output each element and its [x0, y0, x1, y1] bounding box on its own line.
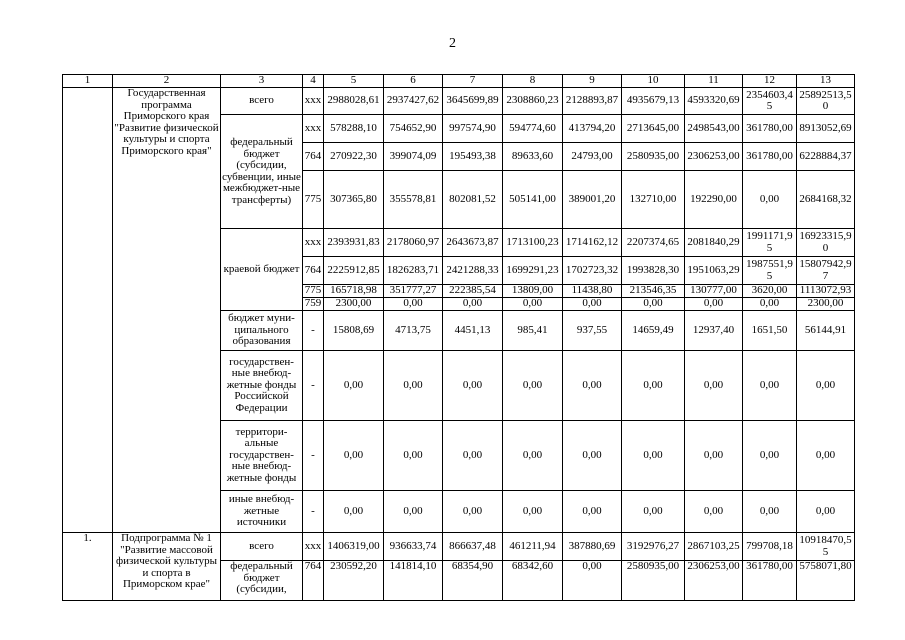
value-cell: 2580935,00: [622, 143, 685, 171]
value-cell: 68354,90: [443, 561, 503, 601]
value-cell: 0,00: [384, 351, 443, 421]
value-cell: 141814,10: [384, 561, 443, 601]
value-cell: 2300,00: [797, 298, 855, 311]
value-cell: 2354603,45: [743, 88, 797, 115]
value-cell: 2178060,97: [384, 229, 443, 257]
budget-code: ххх: [303, 533, 324, 561]
value-cell: 578288,10: [324, 115, 384, 143]
value-cell: 14659,49: [622, 311, 685, 351]
value-cell: 1113072,93: [797, 285, 855, 298]
funding-source: бюджет муни-ципального образования: [221, 311, 303, 351]
value-cell: 0,00: [384, 298, 443, 311]
budget-code: ххх: [303, 229, 324, 257]
funding-source: иные внебюд-жетные источники: [221, 491, 303, 533]
value-cell: 6228884,37: [797, 143, 855, 171]
value-cell: 130777,00: [685, 285, 743, 298]
value-cell: 802081,52: [443, 171, 503, 229]
col-header-1: 1: [63, 75, 113, 88]
budget-code: -: [303, 491, 324, 533]
col-header-9: 9: [563, 75, 622, 88]
value-cell: 12937,40: [685, 311, 743, 351]
value-cell: 1951063,29: [685, 257, 743, 285]
value-cell: 361780,00: [743, 143, 797, 171]
value-cell: 2713645,00: [622, 115, 685, 143]
value-cell: 0,00: [563, 298, 622, 311]
value-cell: 399074,09: [384, 143, 443, 171]
col-header-12: 12: [743, 75, 797, 88]
budget-code: ххх: [303, 88, 324, 115]
value-cell: 0,00: [622, 351, 685, 421]
value-cell: 0,00: [443, 491, 503, 533]
value-cell: 1991171,95: [743, 229, 797, 257]
budget-code: 764: [303, 143, 324, 171]
value-cell: 937,55: [563, 311, 622, 351]
value-cell: 0,00: [743, 171, 797, 229]
value-cell: 355578,81: [384, 171, 443, 229]
col-header-6: 6: [384, 75, 443, 88]
value-cell: 10918470,55: [797, 533, 855, 561]
value-cell: 0,00: [443, 298, 503, 311]
value-cell: 1714162,12: [563, 229, 622, 257]
value-cell: 4935679,13: [622, 88, 685, 115]
col-header-8: 8: [503, 75, 563, 88]
value-cell: 754652,90: [384, 115, 443, 143]
value-cell: 2937427,62: [384, 88, 443, 115]
column-number-row: [63, 75, 855, 88]
col-header-10: 10: [622, 75, 685, 88]
value-cell: 0,00: [797, 351, 855, 421]
value-cell: 0,00: [743, 421, 797, 491]
value-cell: 0,00: [622, 421, 685, 491]
value-cell: 1699291,23: [503, 257, 563, 285]
value-cell: 799708,18: [743, 533, 797, 561]
value-cell: 387880,69: [563, 533, 622, 561]
value-cell: 15807942,97: [797, 257, 855, 285]
value-cell: 0,00: [797, 491, 855, 533]
row-number: 1.: [63, 533, 113, 601]
value-cell: 0,00: [622, 298, 685, 311]
value-cell: 0,00: [622, 491, 685, 533]
value-cell: 2306253,00: [685, 561, 743, 601]
value-cell: 1987551,95: [743, 257, 797, 285]
value-cell: 997574,90: [443, 115, 503, 143]
value-cell: 0,00: [503, 421, 563, 491]
funding-source: всего: [221, 533, 303, 561]
value-cell: 3192976,27: [622, 533, 685, 561]
budget-code: 775: [303, 285, 324, 298]
value-cell: 2643673,87: [443, 229, 503, 257]
value-cell: 4713,75: [384, 311, 443, 351]
value-cell: 56144,91: [797, 311, 855, 351]
value-cell: 0,00: [324, 491, 384, 533]
value-cell: 0,00: [743, 491, 797, 533]
value-cell: 0,00: [324, 421, 384, 491]
value-cell: 0,00: [685, 421, 743, 491]
budget-code: ххх: [303, 115, 324, 143]
value-cell: 594774,60: [503, 115, 563, 143]
value-cell: 89633,60: [503, 143, 563, 171]
col-header-2: 2: [113, 75, 221, 88]
value-cell: 25892513,50: [797, 88, 855, 115]
funding-source: всего: [221, 88, 303, 115]
value-cell: 132710,00: [622, 171, 685, 229]
value-cell: 0,00: [503, 298, 563, 311]
value-cell: 2225912,85: [324, 257, 384, 285]
value-cell: 68342,60: [503, 561, 563, 601]
value-cell: 985,41: [503, 311, 563, 351]
value-cell: 24793,00: [563, 143, 622, 171]
funding-source: краевой бюджет: [221, 229, 303, 311]
funding-source: государствен-ные внебюд-жетные фонды Российской Федерации: [221, 351, 303, 421]
value-cell: 2300,00: [324, 298, 384, 311]
value-cell: 2081840,29: [685, 229, 743, 257]
value-cell: 0,00: [797, 421, 855, 491]
value-cell: 0,00: [743, 298, 797, 311]
row-number: [63, 88, 113, 533]
budget-code: -: [303, 311, 324, 351]
value-cell: 2306253,00: [685, 143, 743, 171]
value-cell: 307365,80: [324, 171, 384, 229]
funding-source: федеральный бюджет (субсидии, субвенции, иные межбюджет-ные трансферты): [221, 115, 303, 229]
value-cell: 0,00: [384, 491, 443, 533]
value-cell: 0,00: [324, 351, 384, 421]
value-cell: 1826283,71: [384, 257, 443, 285]
value-cell: 5758071,80: [797, 561, 855, 601]
col-header-7: 7: [443, 75, 503, 88]
value-cell: 2421288,33: [443, 257, 503, 285]
value-cell: 0,00: [563, 421, 622, 491]
value-cell: 0,00: [743, 351, 797, 421]
budget-code: 759: [303, 298, 324, 311]
value-cell: 3645699,89: [443, 88, 503, 115]
value-cell: 230592,20: [324, 561, 384, 601]
budget-code: 764: [303, 257, 324, 285]
funding-source: территори-альные государствен-ные внебюд-жетные фонды: [221, 421, 303, 491]
col-header-11: 11: [685, 75, 743, 88]
value-cell: 936633,74: [384, 533, 443, 561]
value-cell: 16923315,90: [797, 229, 855, 257]
value-cell: 1406319,00: [324, 533, 384, 561]
budget-code: 775: [303, 171, 324, 229]
budget-code: -: [303, 421, 324, 491]
value-cell: 11438,80: [563, 285, 622, 298]
funding-source: федеральный бюджет (субсидии,: [221, 561, 303, 601]
value-cell: 4593320,69: [685, 88, 743, 115]
value-cell: 413794,20: [563, 115, 622, 143]
table-row: [63, 88, 855, 115]
value-cell: 2867103,25: [685, 533, 743, 561]
table-row: [63, 533, 855, 561]
funding-table: [62, 74, 855, 601]
value-cell: 213546,35: [622, 285, 685, 298]
value-cell: 270922,30: [324, 143, 384, 171]
value-cell: 2128893,87: [563, 88, 622, 115]
program-name: Государственная программа Приморского края "Развитие физической культуры и спорта Приморского края": [113, 88, 221, 533]
value-cell: 2207374,65: [622, 229, 685, 257]
value-cell: 0,00: [685, 298, 743, 311]
col-header-3: 3: [221, 75, 303, 88]
value-cell: 0,00: [563, 491, 622, 533]
value-cell: 13809,00: [503, 285, 563, 298]
value-cell: 2393931,83: [324, 229, 384, 257]
budget-code: -: [303, 351, 324, 421]
value-cell: 2498543,00: [685, 115, 743, 143]
value-cell: 351777,27: [384, 285, 443, 298]
value-cell: 8913052,69: [797, 115, 855, 143]
value-cell: 4451,13: [443, 311, 503, 351]
value-cell: 361780,00: [743, 561, 797, 601]
value-cell: 165718,98: [324, 285, 384, 298]
value-cell: 866637,48: [443, 533, 503, 561]
value-cell: 361780,00: [743, 115, 797, 143]
value-cell: 2988028,61: [324, 88, 384, 115]
col-header-5: 5: [324, 75, 384, 88]
value-cell: 0,00: [563, 561, 622, 601]
col-header-4: 4: [303, 75, 324, 88]
page-number: 2: [449, 36, 456, 51]
subprogram-name: Подпрограмма № 1 "Развитие массовой физической культуры и спорта в Приморском крае": [113, 533, 221, 601]
value-cell: 505141,00: [503, 171, 563, 229]
value-cell: 222385,54: [443, 285, 503, 298]
value-cell: 0,00: [503, 491, 563, 533]
value-cell: 0,00: [685, 491, 743, 533]
value-cell: 1993828,30: [622, 257, 685, 285]
value-cell: 461211,94: [503, 533, 563, 561]
value-cell: 3620,00: [743, 285, 797, 298]
value-cell: 0,00: [443, 351, 503, 421]
budget-code: 764: [303, 561, 324, 601]
value-cell: 1702723,32: [563, 257, 622, 285]
value-cell: 0,00: [503, 351, 563, 421]
value-cell: 195493,38: [443, 143, 503, 171]
value-cell: 0,00: [384, 421, 443, 491]
value-cell: 0,00: [563, 351, 622, 421]
value-cell: 2684168,32: [797, 171, 855, 229]
value-cell: 389001,20: [563, 171, 622, 229]
value-cell: 0,00: [443, 421, 503, 491]
value-cell: 1713100,23: [503, 229, 563, 257]
value-cell: 15808,69: [324, 311, 384, 351]
value-cell: 2308860,23: [503, 88, 563, 115]
col-header-13: 13: [797, 75, 855, 88]
value-cell: 2580935,00: [622, 561, 685, 601]
value-cell: 1651,50: [743, 311, 797, 351]
value-cell: 0,00: [685, 351, 743, 421]
value-cell: 192290,00: [685, 171, 743, 229]
